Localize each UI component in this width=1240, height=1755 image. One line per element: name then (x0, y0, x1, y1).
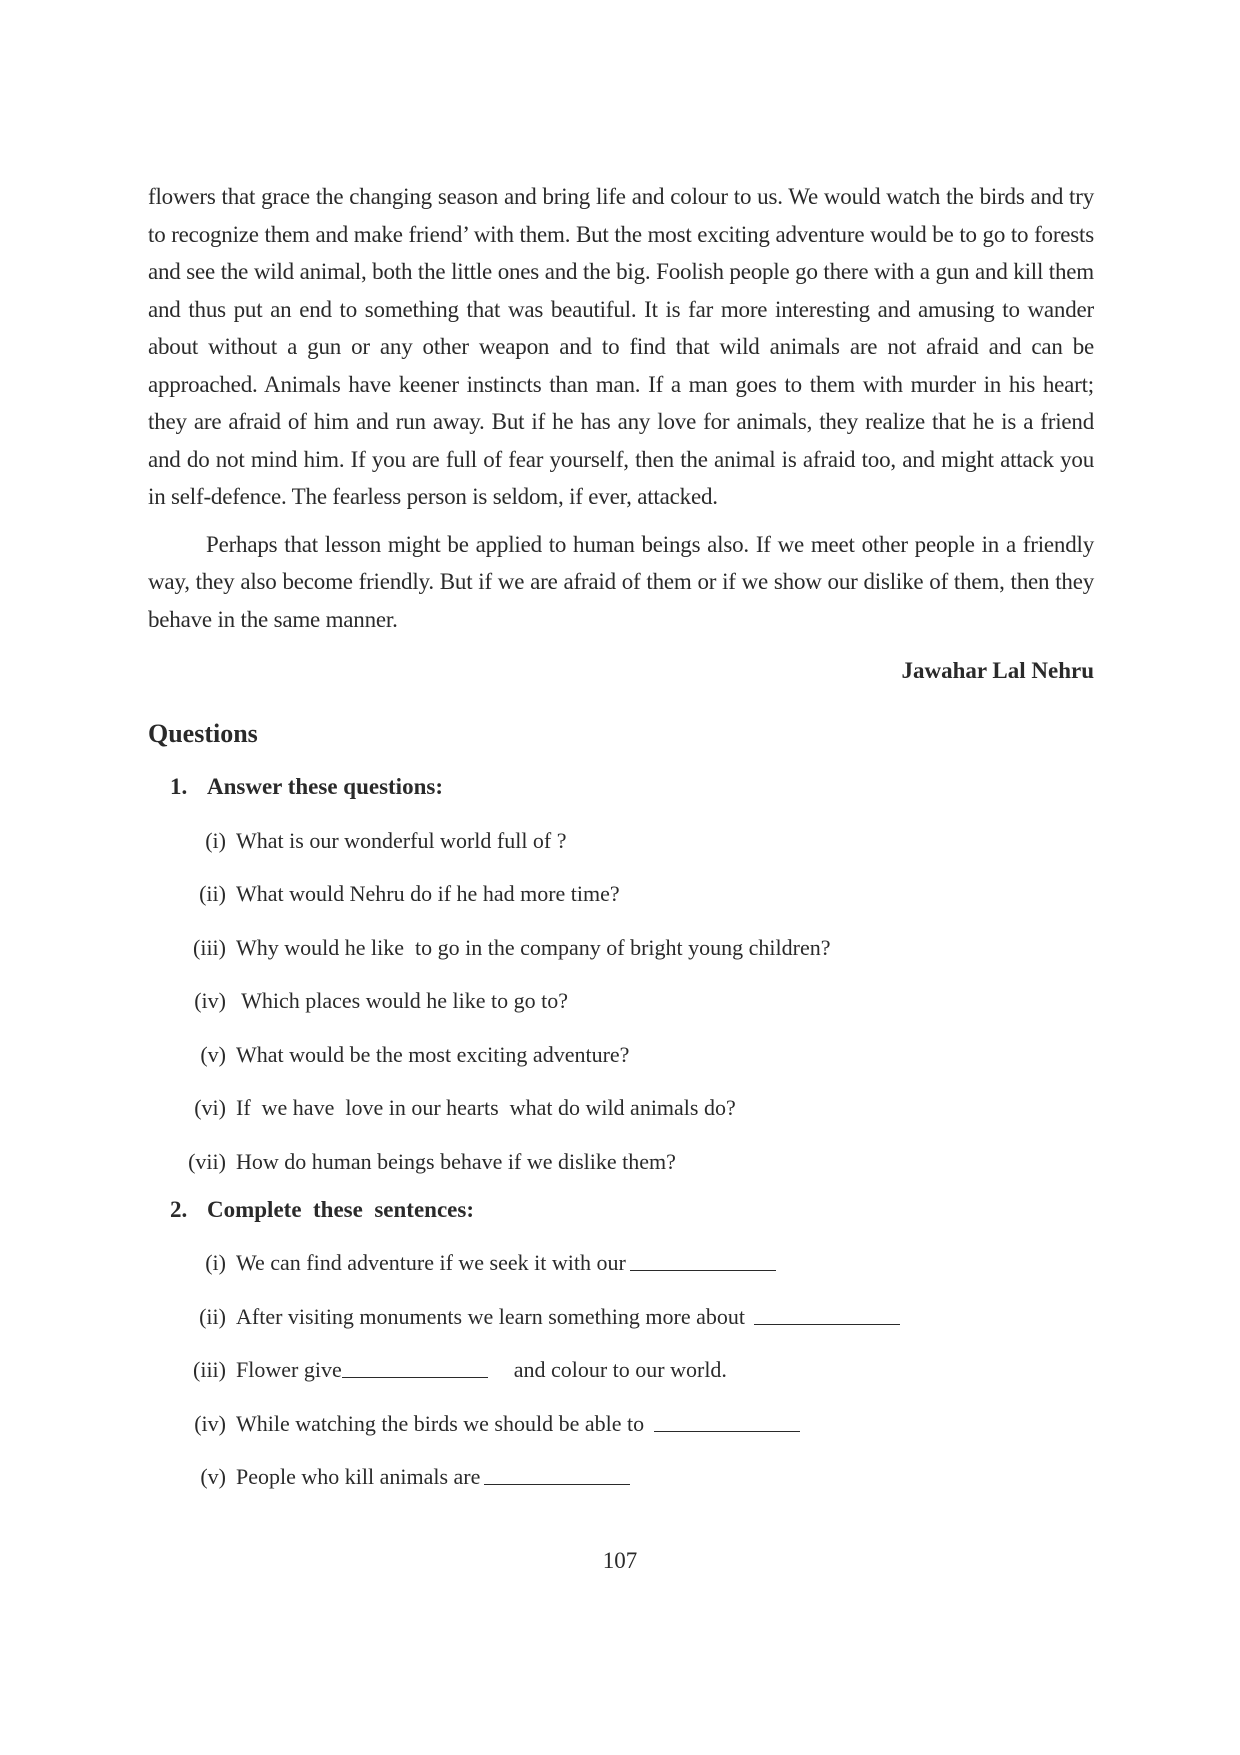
item-numeral: (iv) (194, 1410, 226, 1436)
passage-paragraph: Perhaps that lesson might be applied to human beings also. If we meet other people in a friendly way, they also become friendly. But if we are afraid of them or if we show our dislike of them, then they behave in the same manner. (148, 531, 1094, 632)
item-numeral: (i) (205, 827, 226, 853)
item-numeral: (vi) (194, 1095, 226, 1120)
list-item (148, 1147, 1094, 1177)
item-text: What would Nehru do if he had more time? (236, 881, 620, 906)
list-item (148, 933, 1094, 963)
fill-in-blank[interactable] (630, 1248, 776, 1271)
list-item (148, 1248, 1094, 1278)
fill-in-blank[interactable] (754, 1302, 900, 1325)
list-item (148, 1462, 1094, 1492)
list-item (148, 826, 1094, 856)
item-numeral: (vii) (188, 1148, 226, 1174)
item-numeral: (v) (200, 1464, 226, 1489)
item-numeral: (i) (205, 1250, 226, 1275)
list-item (148, 986, 1094, 1016)
item-numeral: (v) (200, 1041, 226, 1067)
list-item (148, 1355, 1094, 1385)
questions-heading: Questions (148, 719, 258, 748)
fill-in-blank[interactable] (654, 1409, 800, 1432)
question-number: 1. (170, 774, 188, 799)
item-text: Flower give (236, 1357, 342, 1382)
item-text: If we have love in our hearts what do wild animals do? (236, 1095, 736, 1120)
question-title-text: Complete these sentences: (207, 1196, 474, 1222)
question-number: 2. (170, 1196, 188, 1222)
fill-in-blank[interactable] (484, 1462, 630, 1485)
item-text: What would be the most exciting adventure? (236, 1041, 630, 1067)
list-item (148, 1093, 1094, 1123)
list-item (148, 1040, 1094, 1070)
item-text: Which places would he like to go to? (236, 988, 568, 1013)
question-1-title (170, 772, 1094, 802)
question-title-text: Answer these questions: (207, 774, 443, 799)
item-text: Why would he like to go in the company of bright young children? (236, 934, 831, 960)
item-text: While watching the birds we should be able to (236, 1410, 650, 1436)
list-item (148, 879, 1094, 909)
item-text-after: and colour to our world. (513, 1357, 727, 1382)
page-number: 107 (602, 1548, 638, 1573)
item-numeral: (ii) (199, 1303, 226, 1329)
list-item (148, 1409, 1094, 1439)
fill-in-blank[interactable] (342, 1355, 488, 1378)
item-numeral: (ii) (199, 881, 226, 906)
question-2-list (148, 1248, 1094, 1492)
item-text: We can find adventure if we seek it with our (236, 1250, 626, 1275)
item-text: What is our wonderful world full of ? (236, 827, 567, 853)
item-numeral: (iii) (193, 1357, 226, 1382)
passage-paragraph: flowers that grace the changing season and bring life and colour to us. We would watch the birds and try to recognize them and make friend’ with them. But the most exciting adventure would be to go to forests and see the wild animal, both the little ones and the big. Foolish people go there with a gun and kill them and thus put an end to something that was beautiful. It is far more interesting and amusing to wander about without a gun or any other weapon and to find that wild animals are not afraid and can be approached. Animals have keener instincts than man. If a man goes to them with murder in his heart; they are afraid of him and run away. But if he has any love for animals, they realize that he is a friend and do not mind him. If you are full of fear yourself, then the animal is afraid too, and might attack you in self-defence. The fearless person is seldom, if ever, attacked. (148, 184, 1094, 509)
question-1-list (148, 826, 1094, 1177)
item-numeral: (iv) (194, 988, 226, 1013)
author-name: Jawahar Lal Nehru (901, 658, 1094, 683)
item-text: How do human beings behave if we dislike them? (236, 1148, 676, 1174)
item-text: After visiting monuments we learn something more about (236, 1303, 751, 1329)
item-text: People who kill animals are (236, 1464, 481, 1489)
page-content (148, 178, 1094, 1492)
item-numeral: (iii) (193, 934, 226, 960)
question-2-title (170, 1195, 1094, 1225)
list-item (148, 1302, 1094, 1332)
